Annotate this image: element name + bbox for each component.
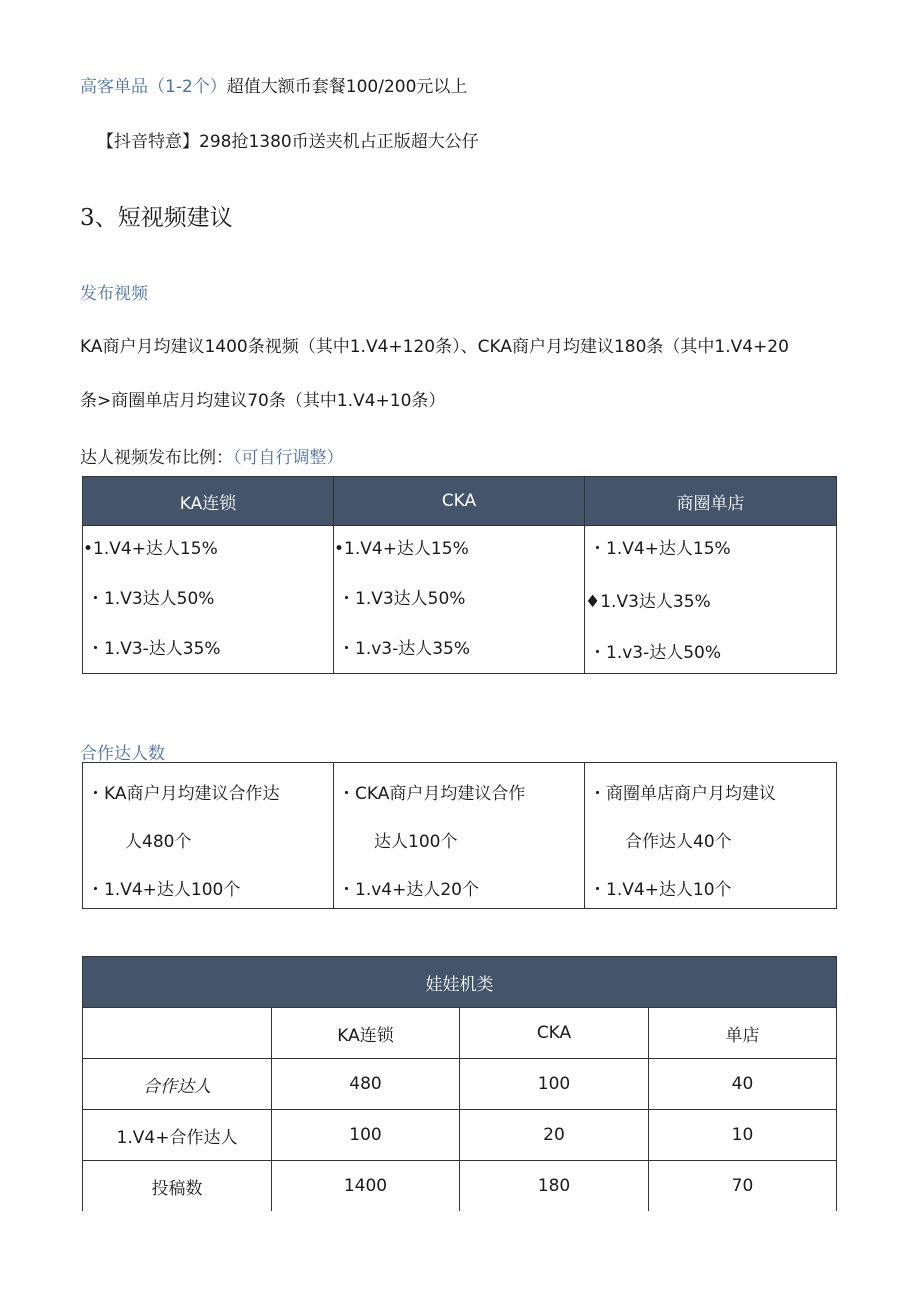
publish-line-2: 条>商圈单店月均建议70条（其中1.V4+10条） bbox=[80, 391, 446, 411]
summary-table bbox=[82, 956, 837, 1211]
intro-line bbox=[80, 72, 467, 97]
publish-line-1: KA商户月均建议1400条视频（其中1.V4+120条）、CKA商户月均建议180条（其中1.V4+20 bbox=[80, 337, 789, 357]
table-cell: 20 bbox=[460, 1110, 649, 1161]
ratio-cell-store bbox=[585, 526, 837, 674]
intro-text: 超值大额币套餐100/200元以上 bbox=[226, 77, 468, 97]
list-item: ・1.V3达人50% bbox=[338, 589, 466, 609]
ratio-cell-ka bbox=[83, 526, 334, 674]
ratio-table bbox=[82, 476, 837, 674]
list-item: •1.V4+达人15% bbox=[83, 539, 218, 559]
table-cell: 100 bbox=[272, 1110, 460, 1161]
table-cell: 180 bbox=[460, 1161, 649, 1212]
ratio-label: 达人视频发布比例： bbox=[80, 448, 233, 468]
table-row bbox=[83, 1161, 837, 1212]
table-cell: 480 bbox=[272, 1059, 460, 1110]
ratio-header-ka: KA连锁 bbox=[83, 477, 334, 526]
summary-header-blank bbox=[83, 1008, 272, 1059]
list-item: ・1.V4+达人10个 bbox=[589, 880, 732, 900]
list-item: ・1.v4+达人20个 bbox=[338, 880, 479, 900]
table-row bbox=[83, 1059, 837, 1110]
table-cell: 100 bbox=[460, 1059, 649, 1110]
list-item: •1.V4+达人15% bbox=[334, 539, 469, 559]
summary-header-cka: CKA bbox=[460, 1008, 649, 1059]
ratio-line bbox=[80, 443, 344, 468]
list-item: ・1.v3-达人35% bbox=[338, 639, 471, 659]
table-row bbox=[83, 1110, 837, 1161]
row-label: 投稿数 bbox=[83, 1161, 272, 1212]
ratio-cell-cka bbox=[334, 526, 585, 674]
row-label: 合作达人 bbox=[83, 1059, 272, 1110]
list-item: 达人100个 bbox=[374, 832, 458, 852]
table-cell: 1400 bbox=[272, 1161, 460, 1212]
table-cell: 70 bbox=[649, 1161, 837, 1212]
coop-cell-store bbox=[585, 763, 837, 909]
list-item: ・1.V4+达人100个 bbox=[87, 880, 241, 900]
douyin-line: 【抖音特意】298抢1380币送夹机占正版超大公仔 bbox=[97, 132, 479, 152]
list-item: ・1.V4+达人15% bbox=[589, 539, 731, 559]
list-item: 合作达人40个 bbox=[625, 832, 732, 852]
section-heading: 3、短视频建议 bbox=[80, 205, 233, 231]
list-item: ・1.V3-达人35% bbox=[87, 639, 221, 659]
coop-cell-ka bbox=[83, 763, 334, 909]
coop-table bbox=[82, 762, 837, 909]
table-cell: 10 bbox=[649, 1110, 837, 1161]
intro-label: 高客单品（1-2个） bbox=[80, 77, 227, 97]
list-item: ♦1.V3达人35% bbox=[585, 592, 711, 612]
list-item: ・1.v3-达人50% bbox=[589, 643, 722, 663]
list-item: 人480个 bbox=[125, 832, 192, 852]
list-item: ・KA商户月均建议合作达 bbox=[87, 784, 280, 804]
coop-cell-cka bbox=[334, 763, 585, 909]
ratio-note: （可自行调整） bbox=[233, 448, 344, 468]
ratio-header-store: 商圈单店 bbox=[585, 477, 837, 526]
summary-header-ka: KA连锁 bbox=[272, 1008, 460, 1059]
list-item: ・1.V3达人50% bbox=[87, 589, 215, 609]
table-cell: 40 bbox=[649, 1059, 837, 1110]
ratio-header-cka: CKA bbox=[334, 477, 585, 526]
coop-label: 合作达人数 bbox=[80, 744, 165, 764]
publish-label: 发布视频 bbox=[80, 284, 148, 304]
list-item: ・CKA商户月均建议合作 bbox=[338, 784, 526, 804]
summary-header-store: 单店 bbox=[649, 1008, 837, 1059]
row-label: 1.V4+合作达人 bbox=[83, 1110, 272, 1161]
summary-title: 娃娃机类 bbox=[83, 957, 837, 1008]
list-item: ・商圈单店商户月均建议 bbox=[589, 784, 776, 804]
